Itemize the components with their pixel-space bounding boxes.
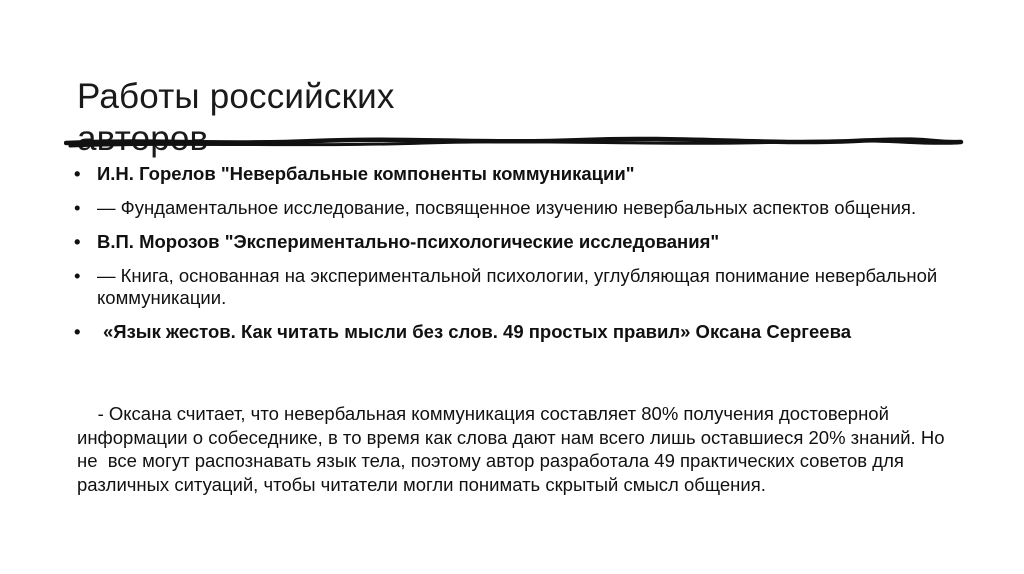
list-item [74, 197, 954, 220]
bullet-icon: • [74, 231, 81, 252]
list-item [74, 265, 954, 310]
item-text: «Язык жестов. Как читать мысли без слов. 49 простых правил» Оксана Сергеева [103, 320, 852, 342]
slide-title: Работы российских авторов [77, 77, 395, 158]
bullet-icon: • [74, 163, 81, 184]
list-item [74, 163, 954, 186]
hand-drawn-underline [64, 128, 964, 158]
list-item [74, 231, 954, 254]
item-text: — Книга, основанная на экспериментальной психологии, углубляющая понимание невербальной коммуникации. [97, 264, 938, 308]
bullet-icon: • [74, 320, 81, 342]
bullet-icon: • [74, 264, 81, 286]
item-text: В.П. Морозов "Экспериментально-психологические исследования" [97, 231, 720, 252]
bullet-list [74, 163, 954, 343]
item-text: — Фундаментальное исследование, посвященное изучению невербальных аспектов общения. [97, 196, 917, 218]
bullet-icon: • [74, 196, 81, 218]
author-description-paragraph: - Оксана считает, что невербальная коммуникация составляет 80% получения достоверной информации о собеседнике, в то время как слова дают нам всего лишь оставшиеся 20% знаний. Но не все могут распознавать язык тела, поэтому автор разработала 49 практических советов для различных ситуаций, чтобы читатели могли понимать скрытый смысл общения. [77, 403, 950, 495]
list-item [74, 321, 954, 344]
item-text: И.Н. Горелов "Невербальные компоненты коммуникации" [97, 163, 635, 184]
